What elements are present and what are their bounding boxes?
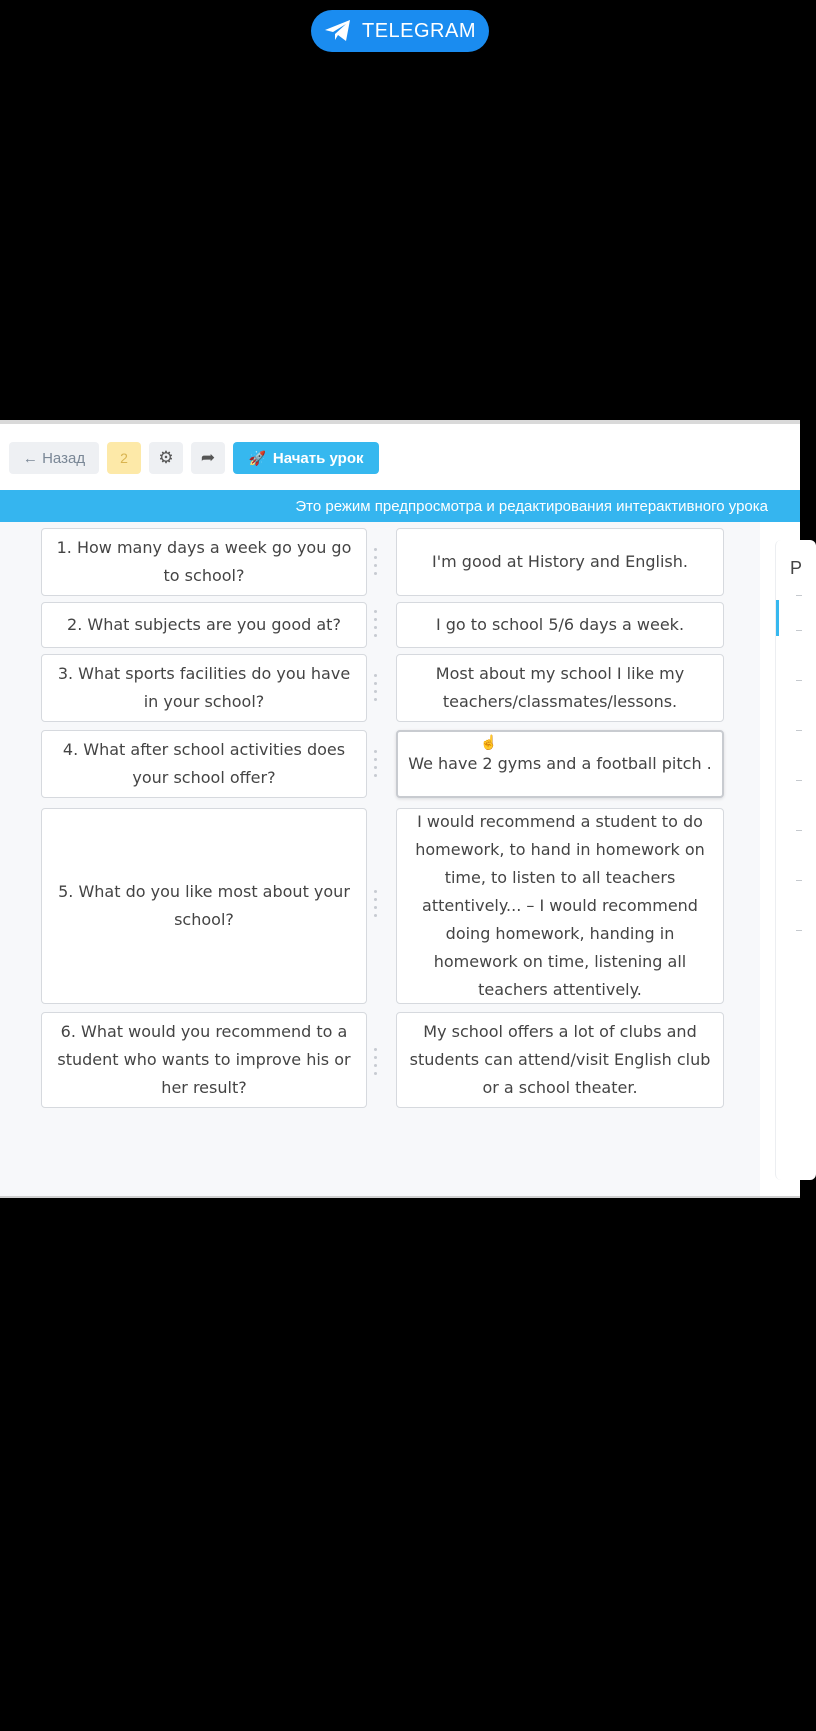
start-lesson-button[interactable] (233, 442, 379, 474)
question-card-1[interactable]: 1. How many days a week go you go to school? (41, 528, 367, 596)
rocket-icon: 🚀 (248, 449, 266, 466)
drag-handle-icon[interactable] (373, 1048, 377, 1075)
top-divider (0, 420, 800, 424)
telegram-button[interactable] (311, 10, 489, 52)
toolbar (0, 442, 800, 476)
side-panel-letter: P (790, 558, 803, 578)
question-card-3[interactable]: 3. What sports facilities do you have in your school? (41, 654, 367, 722)
question-card-2[interactable]: 2. What subjects are you good at? (41, 602, 367, 648)
side-marker (796, 630, 802, 631)
question-card-4[interactable]: 4. What after school activities does your school offer? (41, 730, 367, 798)
question-card-5[interactable]: 5. What do you like most about your school? (41, 808, 367, 1004)
drag-handle-icon[interactable] (373, 674, 377, 701)
share-button[interactable] (191, 442, 225, 474)
answer-card-6[interactable]: My school offers a lot of clubs and students can attend/visit English club or a school theater. (396, 1012, 724, 1108)
back-button[interactable]: ← Назад (9, 442, 99, 474)
banner-text: Это режим предпросмотра и редактирования интерактивного урока (295, 497, 768, 515)
question-card-6[interactable]: 6. What would you recommend to a student who wants to improve his or her result? (41, 1012, 367, 1108)
preview-banner (0, 490, 800, 522)
side-marker (796, 830, 802, 831)
bottom-divider (0, 1196, 800, 1198)
answer-card-3[interactable]: Most about my school I like my teachers/classmates/lessons. (396, 654, 724, 722)
answer-card-5[interactable]: I would recommend a student to do homework, to hand in homework on time, to listen to all teachers attentively... – I would recommend doing homework, handing in homework on time, listening all teachers attentively. (396, 808, 724, 1004)
side-marker (796, 880, 802, 881)
side-active-indicator (776, 600, 779, 636)
share-arrow-icon: ➦ (200, 448, 216, 467)
drag-handle-icon[interactable] (373, 610, 377, 637)
count-badge[interactable]: 2 (107, 442, 141, 474)
settings-button[interactable] (149, 442, 183, 474)
matching-area (0, 522, 760, 1198)
answer-card-4[interactable]: We have 2 gyms and a football pitch . (396, 730, 724, 798)
answer-card-1[interactable]: I'm good at History and English. (396, 528, 724, 596)
side-marker (796, 730, 802, 731)
drag-handle-icon[interactable] (373, 750, 377, 777)
start-lesson-label: Начать урок (272, 449, 364, 467)
drag-handle-icon[interactable] (373, 890, 377, 917)
side-marker (796, 780, 802, 781)
gear-icon: ⚙ (158, 448, 174, 467)
side-marker (796, 595, 802, 596)
telegram-label: TELEGRAM (361, 19, 477, 42)
answer-card-2[interactable]: I go to school 5/6 days a week. (396, 602, 724, 648)
side-marker (796, 680, 802, 681)
lesson-editor (0, 420, 803, 1198)
side-panel (775, 540, 816, 1180)
drag-handle-icon[interactable] (373, 548, 377, 575)
telegram-icon (324, 19, 352, 43)
side-marker (796, 930, 802, 931)
hand-cursor-icon: ☝ (480, 734, 498, 750)
